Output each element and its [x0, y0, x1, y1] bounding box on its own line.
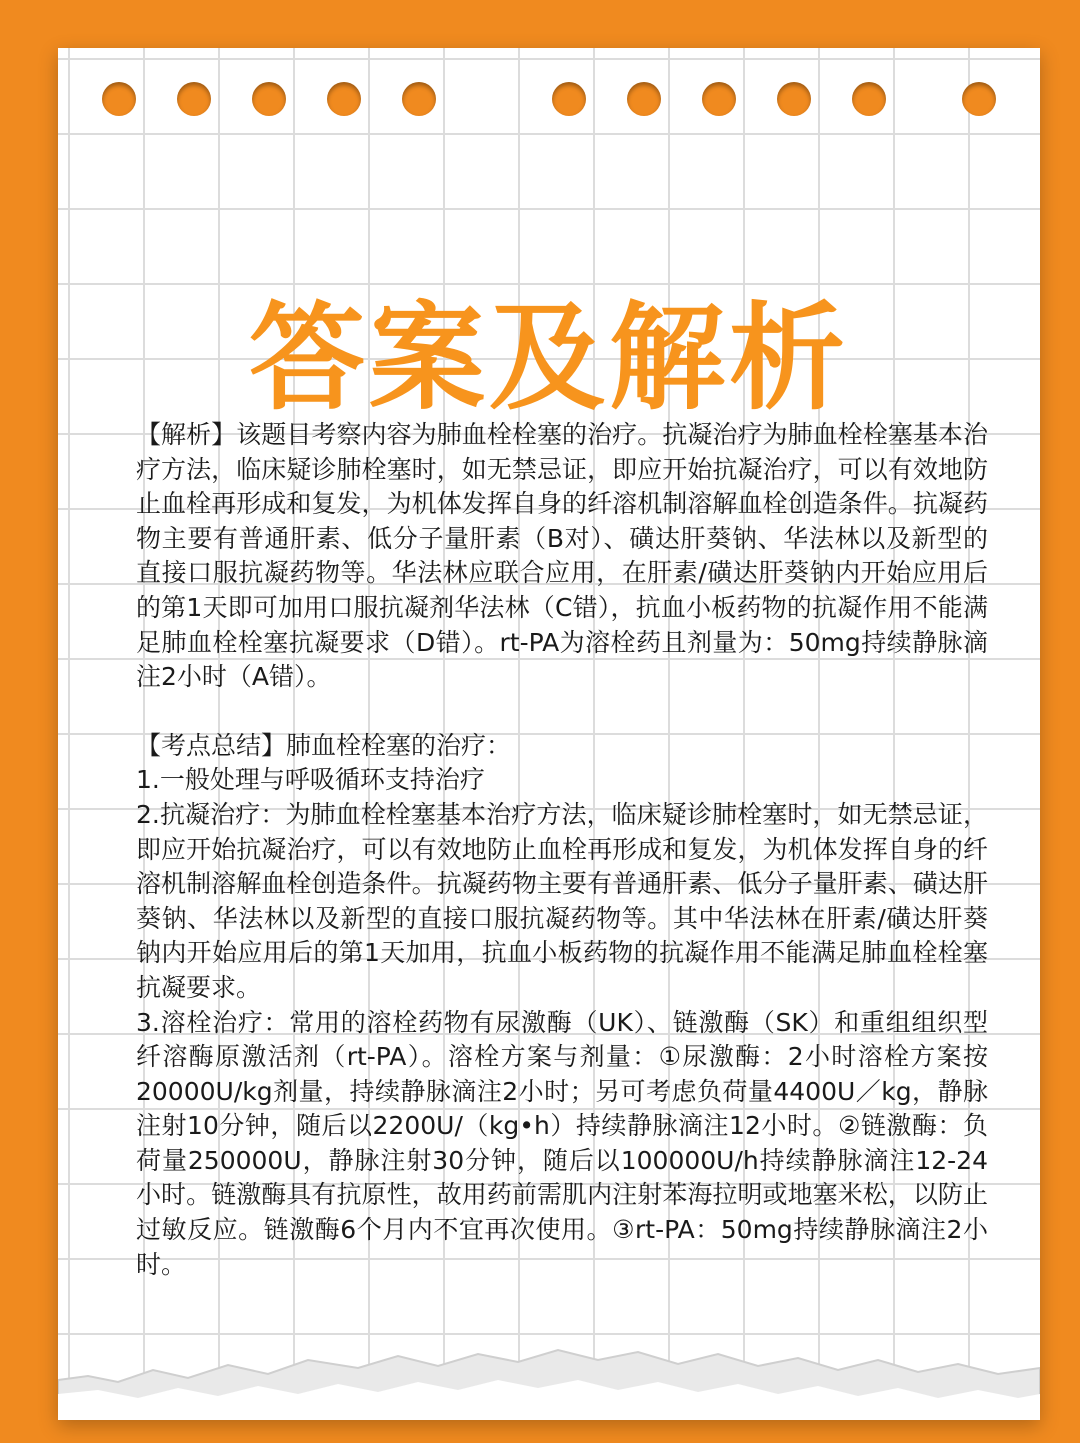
binder-hole	[627, 82, 661, 116]
binder-hole	[852, 82, 886, 116]
binder-hole	[962, 82, 996, 116]
page-title: 答案及解析	[249, 290, 849, 426]
summary-item: 1.一般处理与呼吸循环支持治疗	[136, 765, 485, 795]
summary-item: 3.溶栓治疗：常用的溶栓药物有尿激酶（UK）、链激酶（SK）和重组组织型纤溶酶原激活剂（rt-PA）。溶栓方案与剂量：①尿激酶：2小时溶栓方案按20000U/kg剂量，持续静脉滴注2小时；另可考虑负荷量4400U／kg，静脉注射10分钟，随后以2200U/（kg•h）持续静脉滴注12小时。②链激酶：负荷量250000U，静脉注射30分钟，随后以100000U/h持续静脉滴注12-24小时。链激酶具有抗原性，故用药前需肌内注射苯海拉明或地塞米松，以防止过敏反应。链激酶6个月内不宜再次使用。③rt-PA：50mg持续静脉滴注2小时。	[136, 1007, 988, 1279]
answer-content	[136, 418, 988, 1282]
binder-holes	[58, 82, 1040, 122]
analysis-paragraph: 【解析】该题目考察内容为肺血栓栓塞的治疗。抗凝治疗为肺血栓栓塞基本治疗方法，临床疑诊肺栓塞时，如无禁忌证，即应开始抗凝治疗，可以有效地防止血栓再形成和复发，为机体发挥自身的纤溶机制溶解血栓创造条件。抗凝药物主要有普通肝素、低分子量肝素（B对）、磺达肝葵钠、华法林以及新型的直接口服抗凝药物等。华法林应联合应用，在肝素/磺达肝葵钠内开始应用后的第1天即可加用口服抗凝剂华法林（C错），抗血小板药物的抗凝作用不能满足肺血栓栓塞抗凝要求（D错）。rt-PA为溶栓药且剂量为：50mg持续静脉滴注2小时（A错）。	[136, 420, 988, 692]
binder-hole	[702, 82, 736, 116]
binder-hole	[102, 82, 136, 116]
torn-edge	[58, 1310, 1040, 1420]
binder-hole	[252, 82, 286, 116]
summary-item: 2.抗凝治疗：为肺血栓栓塞基本治疗方法，临床疑诊肺栓塞时，如无禁忌证，即应开始抗凝治疗，可以有效地防止血栓再形成和复发，为机体发挥自身的纤溶机制溶解血栓创造条件。抗凝药物主要有普通肝素、低分子量肝素、磺达肝葵钠、华法林以及新型的直接口服抗凝药物等。其中华法林在肝素/磺达肝葵钠内开始应用后的第1天加用，抗血小板药物的抗凝作用不能满足肺血栓栓塞抗凝要求。	[136, 799, 988, 1002]
binder-hole	[402, 82, 436, 116]
notebook-paper	[58, 48, 1040, 1420]
binder-hole	[327, 82, 361, 116]
summary-heading: 【考点总结】肺血栓栓塞的治疗：	[136, 730, 512, 760]
binder-hole	[777, 82, 811, 116]
binder-hole	[177, 82, 211, 116]
binder-hole	[552, 82, 586, 116]
